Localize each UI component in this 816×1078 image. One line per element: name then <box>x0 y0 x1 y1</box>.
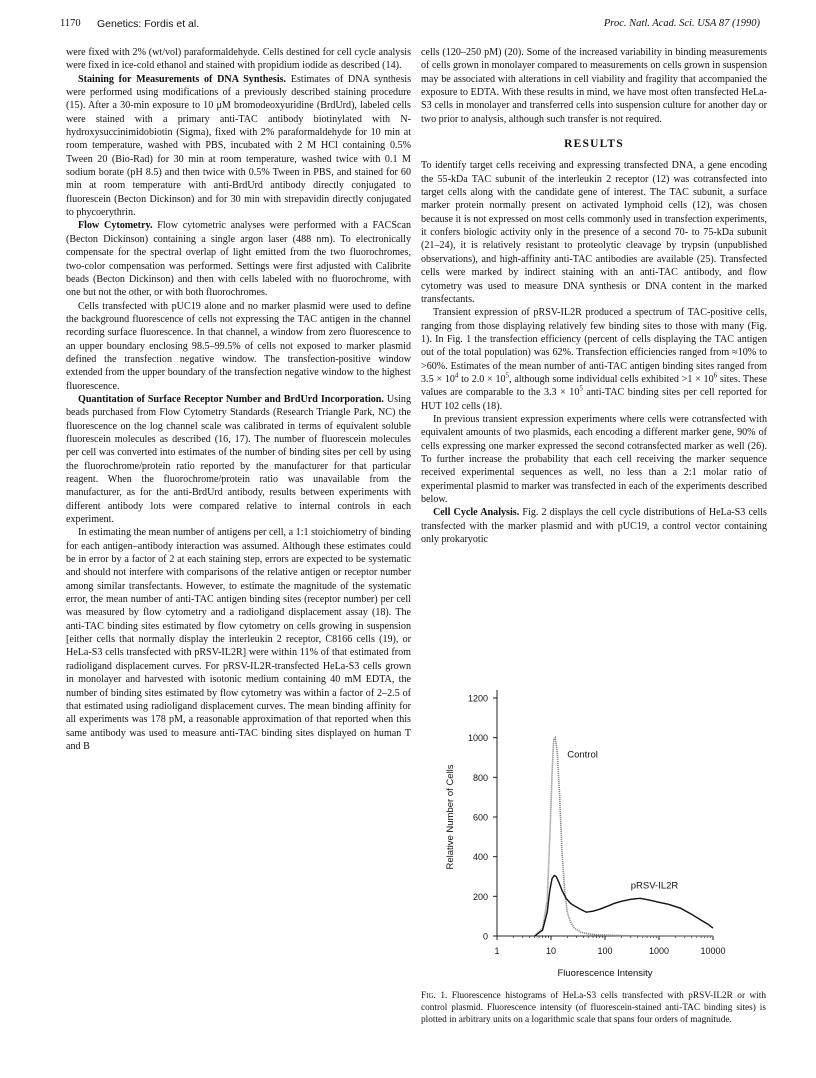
subsection-title: Cell Cycle Analysis. <box>433 507 520 519</box>
x-tick-label: 100 <box>597 946 613 956</box>
x-tick-label: 10000 <box>700 946 726 956</box>
subsection-title: Staining for Measurements of DNA Synthesis. <box>78 73 287 85</box>
paragraph-body: Fig. 2 displays the cell cycle distributions of HeLa-S3 cells transfected with the marker plasmid and with pUC19, a control vector containing only prokaryotic <box>421 507 767 546</box>
y-tick-label: 0 <box>482 931 488 942</box>
subsection-title: Flow Cytometry. <box>78 220 153 232</box>
paragraph: Cells transfected with pUC19 alone and no marker plasmid were used to define the background fluorescence of cells not expressing the TAC antigen in the channel recording surface fluorescence. In that channel, a window from zero fluorescence to an upper boundary enclosing 98.5–99.5% of cells not exposed to marker plasmid defined the transfection negative window. The transfection-positive window extended from the upper boundary of the transfection negative window to the highest fluorescence. <box>66 300 411 392</box>
prsv-il2r-series-label: pRSV-IL2R <box>630 880 679 892</box>
superscript: 4 <box>454 371 459 380</box>
y-tick-label: 200 <box>472 891 488 902</box>
y-axis-label: Relative Number of Cells <box>445 764 456 870</box>
figure-1 <box>421 662 767 982</box>
subsection-title: Quantitation of Surface Receptor Number and BrdUrd Incorporation. <box>78 393 384 405</box>
y-tick-label: 1000 <box>467 733 488 744</box>
y-tick-label: 600 <box>472 812 488 823</box>
y-tick-label: 1200 <box>467 693 488 704</box>
superscript: 5 <box>579 384 583 393</box>
text-run: anti-TAC binding sites per cell reported for HUT 102 cells (18). <box>421 387 767 412</box>
control-series-label: Control <box>567 749 598 761</box>
text-run: to 2.0 × 10 <box>458 373 506 385</box>
paragraph: In estimating the mean number of antigens per cell, a 1:1 stoichiometry of binding for each antigen–antibody interaction was assumed. Although these estimates could be in error by a factor of 2 at each staining step, errors are expected to be systematic and should not interfere with comparisons of the relative antigen or receptor number among similar transfectants. However, to estimate the magnitude of the systematic error, the mean number of anti-TAC antigen binding sites (receptor number) per cell was measured by flow cytometry and a radioligand displacement assay (18). The anti-TAC binding sites estimated by flow cytometry on cells growing in suspension [either cells that normally display the interleukin 2 receptor, C8166 cells (19), or HeLa-S3 cells transfected with pRSV-IL2R] were within 11% of that estimated from radioligand displacement curves. For pRSV-IL2R-transfected HeLa-S3 cells grown in monolayer and harvested with isotonic medium containing 40 mM EDTA, the number of binding sites estimated by flow cytometry was within a factor of 2–2.5 of that estimated using radioligand displacement curves. The mean binding affinity for all experiments was 178 pM, a reasonable approximation of that reported when this same antibody was used to measure anti-TAC binding sites displayed on human T and B <box>66 527 411 752</box>
y-tick-label: 400 <box>472 852 488 863</box>
paragraph <box>66 219 411 299</box>
paragraph <box>66 73 411 220</box>
text-run: , although some individual cells exhibited >1 × 10 <box>509 373 714 385</box>
paragraph <box>421 506 767 546</box>
figure-caption <box>421 990 766 1026</box>
caption-text: Fluorescence histograms of HeLa-S3 cells transfected with pRSV-IL2R or with control plasmid. Fluorescence intensity (of fluorescein-stained anti-TAC binding sites) is plotted in arbitrary units on a logarithmic scale that spans four orders of magnitude. <box>421 991 766 1025</box>
journal-citation: Proc. Natl. Acad. Sci. USA 87 (1990) <box>603 18 760 29</box>
section-heading: RESULTS <box>564 138 624 151</box>
page-number: 1170 <box>60 18 81 29</box>
paragraph: To identify target cells receiving and expressing transfected DNA, a gene encoding the 55-kDa TAC subunit of the interleukin 2 receptor (12) was cotransfected into target cells along with the candidate gene of interest. The TAC subunit, a surface marker protein normally present on activated lymphoid cells (12), was chosen because it is not expressed on most cells commonly used in transfection experiments, it confers biologic activity only in the presence of a second 70- to 75-kDa subunit (21–24), it is relatively resistant to proteolytic cleavage by trypsin (unpublished observations), and high-affinity anti-TAC antibodies are available (25). Transfected cells were marked by indirect staining with an anti-TAC antibody, and flow cytometry was used to measure DNA synthesis or DNA content in the marked transfectants. <box>421 160 767 305</box>
superscript: 6 <box>713 371 718 380</box>
text-run: Transient expression of pRSV-IL2R produced a spectrum of TAC-positive cells, ranging from those displaying relatively few binding sites to those with many (Fig. 1). In Fig. 1 the transfection efficiency (percent of cells displaying the TAC antigen out of the total population) was 62%. Transfection efficiencies ranged from ≈10% to >60%. Estimates of the mean number of anti-TAC antigen binding sites ranged from 3.5 × 10 <box>421 307 767 385</box>
paragraph: In previous transient expression experiments where cells were cotransfected with equivalent amounts of two plasmids, each encoding a different marker gene, 90% of cells expressing one marker expressed the second cotransfected marker as well (26). To further increase the probability that each cell receiving the marker sequence received experimental sequences as well, no less than a 2:1 molar ratio of experimental plasmid to marker was transfected in each of the experiments described below. <box>421 413 767 505</box>
paragraph <box>66 393 411 526</box>
x-tick-label: 1 <box>494 946 500 956</box>
left-column <box>66 46 411 753</box>
paragraph-body: Estimates of DNA synthesis were performed using modifications of a previously described staining procedure (15). After a 30-min exposure to 10 μM bromodeoxyuridine (BrdUrd), labeled cells were stained with a primary anti-TAC antibody biotinylated with N-hydroxysuccinimidobiotin (Sigma), fixed with 2% paraformaldehyde for 10 min at room temperature, washed with PBS, incubated with 2 M HCl containing 0.5% Tween 20 (Bio-Rad) for 30 min at room temperature, washed twice with 0.1 M sodium borate (pH 8.5) and then twice with 0.5% Tween in PBS, and stained for 60 min at room temperature with anti-BrdUrd antibody directly conjugated to fluorescein (Becton Dickinson) and for 30 min with strepavidin directly conjugated to phycoerythrin. <box>66 73 411 219</box>
prsv-il2r-series-line <box>535 876 713 937</box>
right-column <box>421 46 767 546</box>
running-title: Genetics: Fordis et al. <box>97 18 200 30</box>
histogram-chart <box>421 662 767 982</box>
paragraph-body: Flow cytometric analyses were performed with a FACScan (Becton Dickinson) containing a single argon laser (488 nm). To electronically compensate for the spectral overlap of light emitted from the two fluorochromes, two-color compensation was performed. Settings were first adjusted with Calibrite beads (Becton Dickinson) and then with cells labeled with no fluorochrome, with one but not the other, or with both fluorochromes. <box>66 220 412 299</box>
superscript: 5 <box>505 371 510 380</box>
figure-label: Fig. 1. <box>421 991 448 1001</box>
x-axis-label: Fluorescence Intensity <box>557 968 653 979</box>
paragraph <box>421 306 767 413</box>
text-run: sites. These values are comparable to the 3.3 × 10 <box>421 373 767 399</box>
x-tick-label: 10 <box>545 946 557 956</box>
paragraph: were fixed with 2% (wt/vol) paraformaldehyde. Cells destined for cell cycle analysis were fixed in ice-cold ethanol and stained with propidium iodide as described (14). <box>66 47 411 72</box>
x-tick-label: 1000 <box>648 946 670 956</box>
paragraph: cells (120–250 pM) (20). Some of the increased variability in binding measurements of cells grown in monolayer compared to measurements on cells grown in suspension may be associated with alterations in cell viability and fragility that accompanied the exposure to EDTA. With these results in mind, we have most often transfected HeLa-S3 cells in monolayer and transferred cells into suspension culture for another day or two prior to analysis, although such transfer is not required. <box>421 47 767 125</box>
y-tick-label: 800 <box>472 772 488 783</box>
page-header <box>60 18 760 34</box>
control-series-line <box>535 738 713 936</box>
paragraph-body: Using beads purchased from Flow Cytometry Standards (Research Triangle Park, NC) the fluorescence on the log channel scale was calibrated in terms of equivalent soluble fluorescein molecules as described (16, 17). The number of fluorescein molecules per cell was converted into estimates of the number of binding sites per cell by using the fluorochrome/protein ratio reported by the manufacturer for that particular reagent. When the fluorochrome/protein ratio was unavailable from the manufacturer, as for the anti-BrdUrd antibody, results between experiments with different antibody lots were compared relative to internal controls in each experiment. <box>66 393 411 526</box>
